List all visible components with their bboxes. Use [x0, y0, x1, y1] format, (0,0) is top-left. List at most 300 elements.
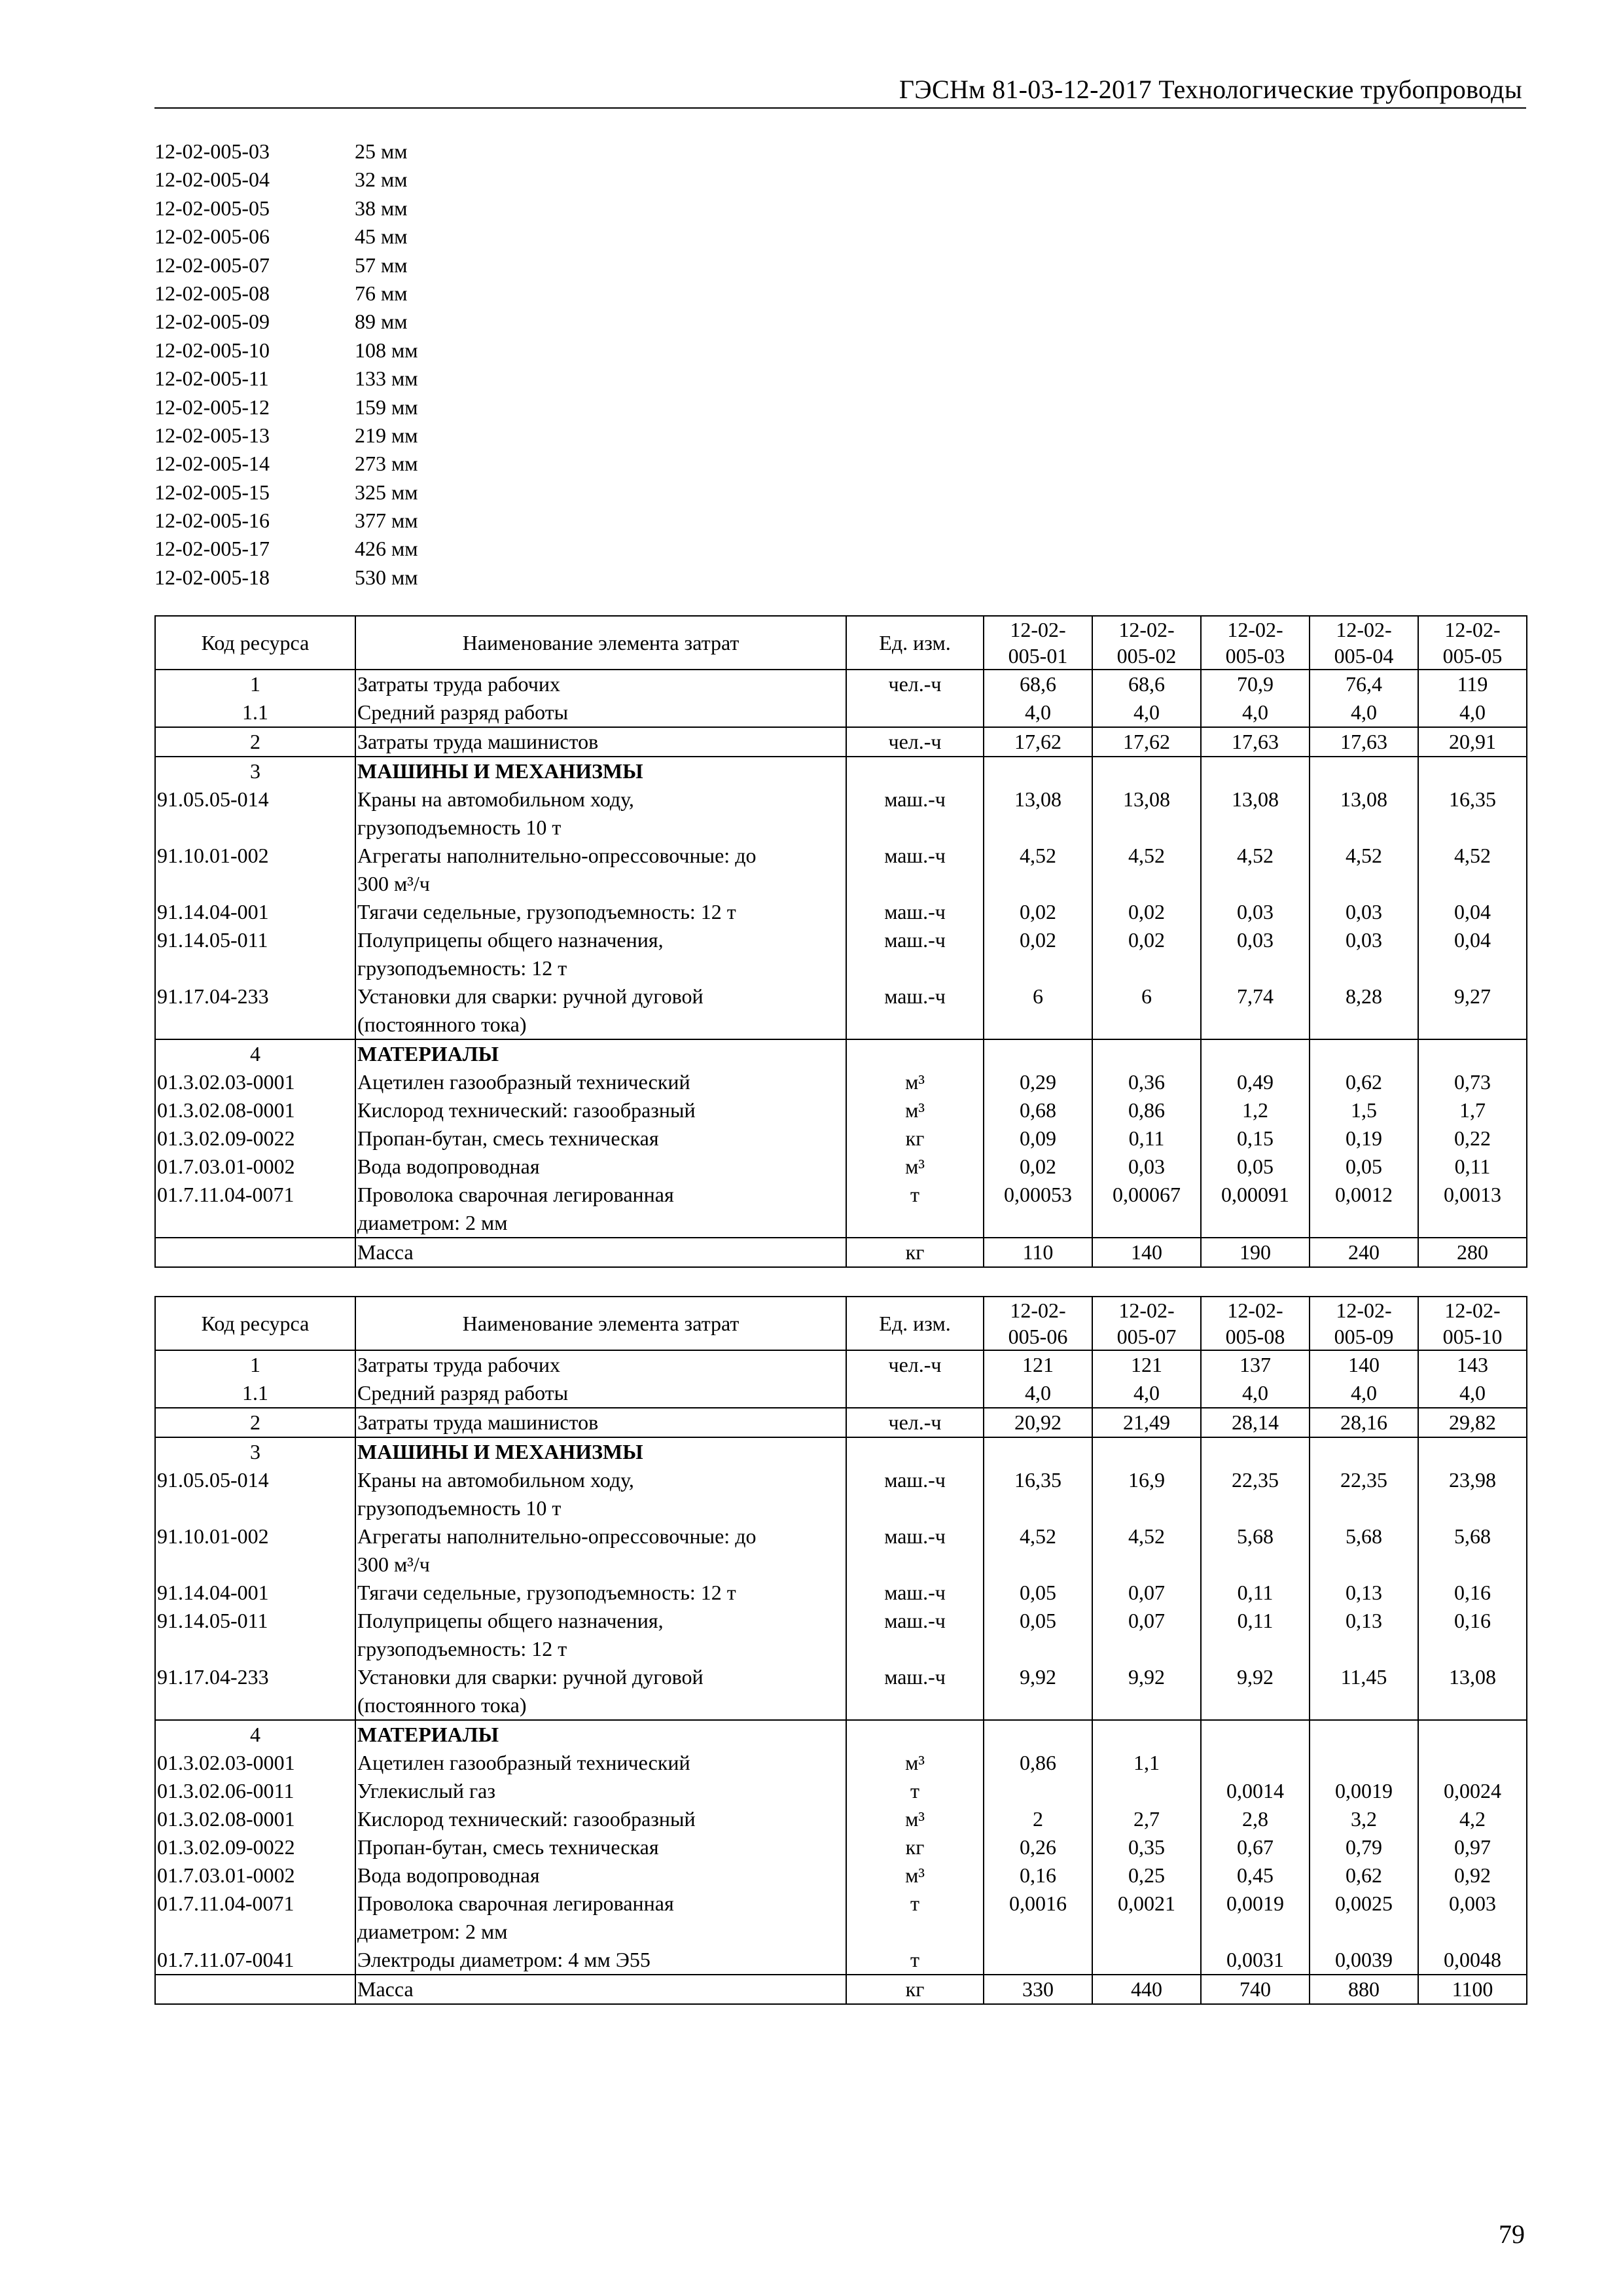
norm-value: 0,0039 [1310, 1946, 1418, 1975]
unit-of-measure: т [846, 1181, 984, 1238]
norm-value [984, 757, 1092, 785]
norm-value: 0,13 [1310, 1579, 1418, 1607]
cost-element-name: Ацетилен газообразный технический [355, 1068, 846, 1096]
item-code: 12-02-005-14 [154, 452, 270, 476]
table-row [155, 698, 1527, 727]
resource-code: 01.3.02.06-0011 [155, 1777, 355, 1805]
header-name: Наименование элемента затрат [355, 1297, 846, 1350]
norm-value: 0,0019 [1201, 1890, 1310, 1946]
cost-element-name: Кислород технический: газообразный [355, 1805, 846, 1833]
norm-value [1310, 1039, 1418, 1068]
norm-value: 9,92 [1092, 1663, 1201, 1720]
cost-element-name: Вода водопроводная [355, 1861, 846, 1890]
norm-value: 240 [1310, 1238, 1418, 1267]
unit-of-measure: чел.-ч [846, 1408, 984, 1437]
norm-value: 0,25 [1092, 1861, 1201, 1890]
norm-value: 0,67 [1201, 1833, 1310, 1861]
unit-of-measure: чел.-ч [846, 670, 984, 698]
norm-value: 0,62 [1310, 1068, 1418, 1096]
norm-value: 0,11 [1201, 1579, 1310, 1607]
norm-value: 4,52 [1092, 842, 1201, 898]
unit-of-measure: м³ [846, 1096, 984, 1124]
norm-value: 0,16 [1418, 1607, 1527, 1663]
code-list-item [154, 535, 418, 563]
norm-value: 28,14 [1201, 1408, 1310, 1437]
norm-value: 0,16 [1418, 1579, 1527, 1607]
norm-value: 0,68 [984, 1096, 1092, 1124]
unit-of-measure: кг [846, 1238, 984, 1267]
norm-value [1092, 1437, 1201, 1466]
norm-value: 140 [1092, 1238, 1201, 1267]
norm-value: 190 [1201, 1238, 1310, 1267]
norm-value: 0,03 [1201, 898, 1310, 926]
norm-value: 13,08 [1092, 785, 1201, 842]
cost-element-name: Затраты труда рабочих [355, 670, 846, 698]
norm-value: 0,07 [1092, 1607, 1201, 1663]
unit-of-measure [846, 698, 984, 727]
item-code: 12-02-005-05 [154, 196, 270, 220]
norm-value: 13,08 [1310, 785, 1418, 842]
norm-value: 16,35 [984, 1466, 1092, 1522]
norm-value: 11,45 [1310, 1663, 1418, 1720]
norm-value: 4,0 [1418, 1379, 1527, 1408]
norm-value: 28,16 [1310, 1408, 1418, 1437]
unit-of-measure: маш.-ч [846, 1522, 984, 1579]
resource-code: 1.1 [155, 698, 355, 727]
resource-code: 91.17.04-233 [155, 982, 355, 1039]
norm-value [1092, 1039, 1201, 1068]
page-header [154, 73, 1526, 109]
norm-value: 0,0019 [1310, 1777, 1418, 1805]
norm-value: 8,28 [1310, 982, 1418, 1039]
item-code: 12-02-005-18 [154, 565, 270, 589]
resource-table-2 [154, 1296, 1527, 2005]
norm-value: 740 [1201, 1975, 1310, 2004]
pipe-diameter: 377 мм [355, 509, 418, 533]
norm-value [1092, 1777, 1201, 1805]
cost-element-name: Полуприцепы общего назначения, грузоподъемность: 12 т [355, 1607, 846, 1663]
cost-element-name: МАШИНЫ И МЕХАНИЗМЫ [355, 1437, 846, 1466]
norm-value: 4,2 [1418, 1805, 1527, 1833]
pipe-diameter: 45 мм [355, 224, 408, 249]
norm-value [1310, 1749, 1418, 1777]
norm-value: 4,52 [1310, 842, 1418, 898]
norm-value: 70,9 [1201, 670, 1310, 698]
resource-code: 2 [155, 1408, 355, 1437]
norm-value: 0,0024 [1418, 1777, 1527, 1805]
norm-value: 0,05 [1201, 1153, 1310, 1181]
norm-value: 4,52 [1418, 842, 1527, 898]
norm-value: 0,19 [1310, 1124, 1418, 1153]
resource-code: 91.14.05-011 [155, 1607, 355, 1663]
norm-value [1418, 1749, 1527, 1777]
cost-element-name: Проволока сварочная легированная диаметром: 2 мм [355, 1181, 846, 1238]
norm-value: 0,92 [1418, 1861, 1527, 1890]
norm-value: 21,49 [1092, 1408, 1201, 1437]
table-row [155, 1777, 1527, 1805]
header-rate-code: 12-02- 005-03 [1201, 616, 1310, 670]
table-row [155, 1437, 1527, 1466]
norm-value: 17,62 [1092, 727, 1201, 757]
unit-of-measure: чел.-ч [846, 727, 984, 757]
norm-value: 0,04 [1418, 898, 1527, 926]
cost-element-name: Проволока сварочная легированная диаметром: 2 мм [355, 1890, 846, 1946]
norm-value: 0,003 [1418, 1890, 1527, 1946]
unit-of-measure: маш.-ч [846, 1663, 984, 1720]
cost-element-name: Агрегаты наполнительно-опрессовочные: до 300 м³/ч [355, 842, 846, 898]
norm-value: 0,02 [984, 898, 1092, 926]
norm-value: 143 [1418, 1350, 1527, 1379]
norm-value: 16,35 [1418, 785, 1527, 842]
norm-value: 0,36 [1092, 1068, 1201, 1096]
code-list-item [154, 336, 418, 365]
cost-element-name: Пропан-бутан, смесь техническая [355, 1833, 846, 1861]
resource-code: 3 [155, 1437, 355, 1466]
norm-value: 13,08 [1418, 1663, 1527, 1720]
unit-of-measure [846, 1437, 984, 1466]
norm-value: 880 [1310, 1975, 1418, 2004]
code-list-item [154, 251, 418, 279]
norm-value: 330 [984, 1975, 1092, 2004]
cost-element-name: Электроды диаметром: 4 мм Э55 [355, 1946, 846, 1975]
norm-value: 20,92 [984, 1408, 1092, 1437]
norm-value: 137 [1201, 1350, 1310, 1379]
norm-value: 0,04 [1418, 926, 1527, 982]
table-row [155, 1096, 1527, 1124]
norm-value: 4,52 [984, 842, 1092, 898]
table-row [155, 1833, 1527, 1861]
code-list-item [154, 422, 418, 450]
norm-value: 2 [984, 1805, 1092, 1833]
table-row [155, 1039, 1527, 1068]
norm-value [1201, 1437, 1310, 1466]
unit-of-measure: маш.-ч [846, 785, 984, 842]
norm-value: 0,29 [984, 1068, 1092, 1096]
item-code: 12-02-005-11 [154, 367, 269, 391]
resource-code: 01.3.02.03-0001 [155, 1749, 355, 1777]
norm-value: 0,00091 [1201, 1181, 1310, 1238]
norm-value: 0,00053 [984, 1181, 1092, 1238]
resource-table-1 [154, 615, 1527, 1268]
resource-code: 01.3.02.09-0022 [155, 1124, 355, 1153]
code-list-item [154, 478, 418, 507]
norm-value: 0,03 [1092, 1153, 1201, 1181]
unit-of-measure: маш.-ч [846, 898, 984, 926]
item-code: 12-02-005-17 [154, 537, 270, 561]
resource-code: 91.05.05-014 [155, 1466, 355, 1522]
resource-code: 91.10.01-002 [155, 1522, 355, 1579]
norm-value: 2,8 [1201, 1805, 1310, 1833]
table-row [155, 898, 1527, 926]
resource-code: 91.17.04-233 [155, 1663, 355, 1720]
norm-value: 17,63 [1201, 727, 1310, 757]
unit-of-measure [846, 1720, 984, 1749]
norm-value [1201, 1720, 1310, 1749]
norm-value: 1,1 [1092, 1749, 1201, 1777]
norm-value: 22,35 [1201, 1466, 1310, 1522]
norm-value: 4,52 [1201, 842, 1310, 898]
norm-value: 0,49 [1201, 1068, 1310, 1096]
norm-value: 4,52 [1092, 1522, 1201, 1579]
norm-value: 0,03 [1310, 926, 1418, 982]
table-row [155, 1238, 1527, 1267]
resource-code: 91.10.01-002 [155, 842, 355, 898]
resource-code: 1.1 [155, 1379, 355, 1408]
code-list-item [154, 166, 418, 194]
pipe-diameter: 76 мм [355, 281, 408, 305]
code-list-item [154, 308, 418, 336]
pipe-diameter: 273 мм [355, 452, 418, 476]
cost-element-name: Краны на автомобильном ходу, грузоподъемность 10 т [355, 1466, 846, 1522]
item-code: 12-02-005-15 [154, 480, 270, 504]
cost-element-name: Затраты труда машинистов [355, 1408, 846, 1437]
norm-value: 2,7 [1092, 1805, 1201, 1833]
unit-of-measure: кг [846, 1124, 984, 1153]
unit-of-measure: м³ [846, 1068, 984, 1096]
table-header-row [155, 1297, 1527, 1350]
norm-value: 9,92 [984, 1663, 1092, 1720]
norm-value: 4,0 [1201, 1379, 1310, 1408]
norm-value: 29,82 [1418, 1408, 1527, 1437]
cost-element-name: Масса [355, 1238, 846, 1267]
unit-of-measure: кг [846, 1975, 984, 2004]
norm-value: 0,07 [1092, 1579, 1201, 1607]
cost-element-name: Средний разряд работы [355, 698, 846, 727]
norm-value [1418, 757, 1527, 785]
norm-value: 17,62 [984, 727, 1092, 757]
resource-code: 01.7.03.01-0002 [155, 1153, 355, 1181]
norm-value: 1,5 [1310, 1096, 1418, 1124]
document-title: ГЭСНм 81-03-12-2017 Технологические трубопроводы [899, 75, 1522, 104]
norm-value: 5,68 [1418, 1522, 1527, 1579]
norm-value: 0,0014 [1201, 1777, 1310, 1805]
norm-value [984, 1720, 1092, 1749]
cost-element-name: Установки для сварки: ручной дуговой (постоянного тока) [355, 982, 846, 1039]
norm-value: 0,0016 [984, 1890, 1092, 1946]
header-rate-code: 12-02- 005-02 [1092, 616, 1201, 670]
norm-value: 16,9 [1092, 1466, 1201, 1522]
norm-value [1310, 1437, 1418, 1466]
norm-value: 0,62 [1310, 1861, 1418, 1890]
norm-value: 1,7 [1418, 1096, 1527, 1124]
header-name: Наименование элемента затрат [355, 616, 846, 670]
norm-value: 0,05 [984, 1579, 1092, 1607]
table-header-row [155, 616, 1527, 670]
cost-element-name: Затраты труда рабочих [355, 1350, 846, 1379]
cost-element-name: Средний разряд работы [355, 1379, 846, 1408]
table-row [155, 1579, 1527, 1607]
norm-value [1092, 1720, 1201, 1749]
norm-value: 0,0012 [1310, 1181, 1418, 1238]
table-row [155, 1466, 1527, 1522]
norm-value [1092, 757, 1201, 785]
pipe-diameter: 159 мм [355, 395, 418, 419]
norm-value: 23,98 [1418, 1466, 1527, 1522]
resource-code: 4 [155, 1720, 355, 1749]
norm-value: 0,22 [1418, 1124, 1527, 1153]
item-code: 12-02-005-13 [154, 423, 270, 447]
code-list-item [154, 450, 418, 478]
norm-value: 68,6 [1092, 670, 1201, 698]
norm-value: 4,0 [1092, 1379, 1201, 1408]
table-row [155, 1068, 1527, 1096]
resource-code: 01.3.02.09-0022 [155, 1833, 355, 1861]
item-code: 12-02-005-07 [154, 253, 270, 277]
header-code: Код ресурса [155, 616, 355, 670]
resource-code: 91.14.05-011 [155, 926, 355, 982]
norm-value: 0,0048 [1418, 1946, 1527, 1975]
resource-code: 3 [155, 757, 355, 785]
norm-value: 0,05 [1310, 1153, 1418, 1181]
code-list-item [154, 137, 418, 166]
table-row [155, 1861, 1527, 1890]
norm-value: 0,02 [984, 1153, 1092, 1181]
norm-value: 5,68 [1310, 1522, 1418, 1579]
norm-value: 0,86 [984, 1749, 1092, 1777]
norm-value: 6 [1092, 982, 1201, 1039]
norm-value [1201, 1039, 1310, 1068]
norm-value: 0,0031 [1201, 1946, 1310, 1975]
pipe-diameter: 32 мм [355, 168, 408, 192]
resource-code: 01.7.03.01-0002 [155, 1861, 355, 1890]
norm-value: 0,15 [1201, 1124, 1310, 1153]
resource-code: 01.7.11.07-0041 [155, 1946, 355, 1975]
norm-value: 4,52 [984, 1522, 1092, 1579]
norm-value: 13,08 [1201, 785, 1310, 842]
item-code: 12-02-005-06 [154, 224, 270, 249]
table-row [155, 1975, 1527, 2004]
norm-value: 1,2 [1201, 1096, 1310, 1124]
resource-code: 91.14.04-001 [155, 898, 355, 926]
norm-value: 9,92 [1201, 1663, 1310, 1720]
norm-value: 6 [984, 982, 1092, 1039]
norm-value: 0,86 [1092, 1096, 1201, 1124]
code-size-list [154, 137, 418, 592]
table-row [155, 1607, 1527, 1663]
norm-value: 1100 [1418, 1975, 1527, 2004]
unit-of-measure: т [846, 1777, 984, 1805]
norm-value: 22,35 [1310, 1466, 1418, 1522]
unit-of-measure: маш.-ч [846, 842, 984, 898]
norm-value [984, 1039, 1092, 1068]
norm-value: 0,0025 [1310, 1890, 1418, 1946]
norm-value: 68,6 [984, 670, 1092, 698]
header-rate-code: 12-02- 005-05 [1418, 616, 1527, 670]
cost-element-name: Тягачи седельные, грузоподъемность: 12 т [355, 898, 846, 926]
table-row [155, 1181, 1527, 1238]
table-row [155, 1805, 1527, 1833]
cost-element-name: МАШИНЫ И МЕХАНИЗМЫ [355, 757, 846, 785]
header-rate-code: 12-02- 005-06 [984, 1297, 1092, 1350]
item-code: 12-02-005-03 [154, 139, 270, 163]
resource-code [155, 1975, 355, 2004]
cost-element-name: Затраты труда машинистов [355, 727, 846, 757]
cost-element-name: Кислород технический: газообразный [355, 1096, 846, 1124]
table-row [155, 1946, 1527, 1975]
header-rate-code: 12-02- 005-07 [1092, 1297, 1201, 1350]
code-list-item [154, 223, 418, 251]
resource-code: 01.7.11.04-0071 [155, 1890, 355, 1946]
cost-element-name: Масса [355, 1975, 846, 2004]
code-list-item [154, 194, 418, 223]
norm-value: 9,27 [1418, 982, 1527, 1039]
norm-value: 0,00067 [1092, 1181, 1201, 1238]
norm-value: 0,26 [984, 1833, 1092, 1861]
cost-element-name: Тягачи седельные, грузоподъемность: 12 т [355, 1579, 846, 1607]
norm-value: 0,11 [1418, 1153, 1527, 1181]
page-number: 79 [1499, 2219, 1525, 2249]
norm-value: 4,0 [1418, 698, 1527, 727]
norm-value: 4,0 [1201, 698, 1310, 727]
unit-of-measure: маш.-ч [846, 926, 984, 982]
resource-code: 1 [155, 670, 355, 698]
unit-of-measure [846, 1379, 984, 1408]
norm-value: 110 [984, 1238, 1092, 1267]
norm-value: 0,13 [1310, 1607, 1418, 1663]
norm-value: 76,4 [1310, 670, 1418, 698]
table-row [155, 1720, 1527, 1749]
resource-code: 91.05.05-014 [155, 785, 355, 842]
unit-of-measure [846, 1039, 984, 1068]
norm-value [1418, 1039, 1527, 1068]
norm-value: 0,0021 [1092, 1890, 1201, 1946]
cost-element-name: Ацетилен газообразный технический [355, 1749, 846, 1777]
table-row [155, 1890, 1527, 1946]
unit-of-measure: маш.-ч [846, 1466, 984, 1522]
header-rate-code: 12-02- 005-01 [984, 616, 1092, 670]
unit-of-measure: т [846, 1946, 984, 1975]
table-row [155, 1124, 1527, 1153]
code-list-item [154, 365, 418, 393]
unit-of-measure: кг [846, 1833, 984, 1861]
item-code: 12-02-005-16 [154, 509, 270, 533]
norm-value: 5,68 [1201, 1522, 1310, 1579]
resource-code: 01.7.11.04-0071 [155, 1181, 355, 1238]
resource-code: 01.3.02.03-0001 [155, 1068, 355, 1096]
pipe-diameter: 426 мм [355, 537, 418, 561]
norm-value: 13,08 [984, 785, 1092, 842]
norm-value: 0,16 [984, 1861, 1092, 1890]
norm-value: 7,74 [1201, 982, 1310, 1039]
resource-code: 91.14.04-001 [155, 1579, 355, 1607]
item-code: 12-02-005-12 [154, 395, 270, 419]
cost-element-name: Пропан-бутан, смесь техническая [355, 1124, 846, 1153]
table-row [155, 926, 1527, 982]
item-code: 12-02-005-08 [154, 281, 270, 305]
cost-element-name: Углекислый газ [355, 1777, 846, 1805]
pipe-diameter: 38 мм [355, 196, 408, 220]
pipe-diameter: 530 мм [355, 565, 418, 589]
table-row [155, 670, 1527, 698]
norm-value: 119 [1418, 670, 1527, 698]
item-code: 12-02-005-04 [154, 168, 270, 192]
norm-value: 4,0 [1092, 698, 1201, 727]
resource-code: 1 [155, 1350, 355, 1379]
norm-value: 0,03 [1310, 898, 1418, 926]
unit-of-measure: т [846, 1890, 984, 1946]
norm-value [1418, 1437, 1527, 1466]
table-row [155, 1408, 1527, 1437]
unit-of-measure: маш.-ч [846, 1579, 984, 1607]
unit-of-measure: чел.-ч [846, 1350, 984, 1379]
norm-value: 0,03 [1201, 926, 1310, 982]
cost-element-name: Вода водопроводная [355, 1153, 846, 1181]
norm-value [1310, 1720, 1418, 1749]
norm-value [984, 1777, 1092, 1805]
pipe-diameter: 325 мм [355, 480, 418, 504]
norm-value: 20,91 [1418, 727, 1527, 757]
header-rate-code: 12-02- 005-10 [1418, 1297, 1527, 1350]
